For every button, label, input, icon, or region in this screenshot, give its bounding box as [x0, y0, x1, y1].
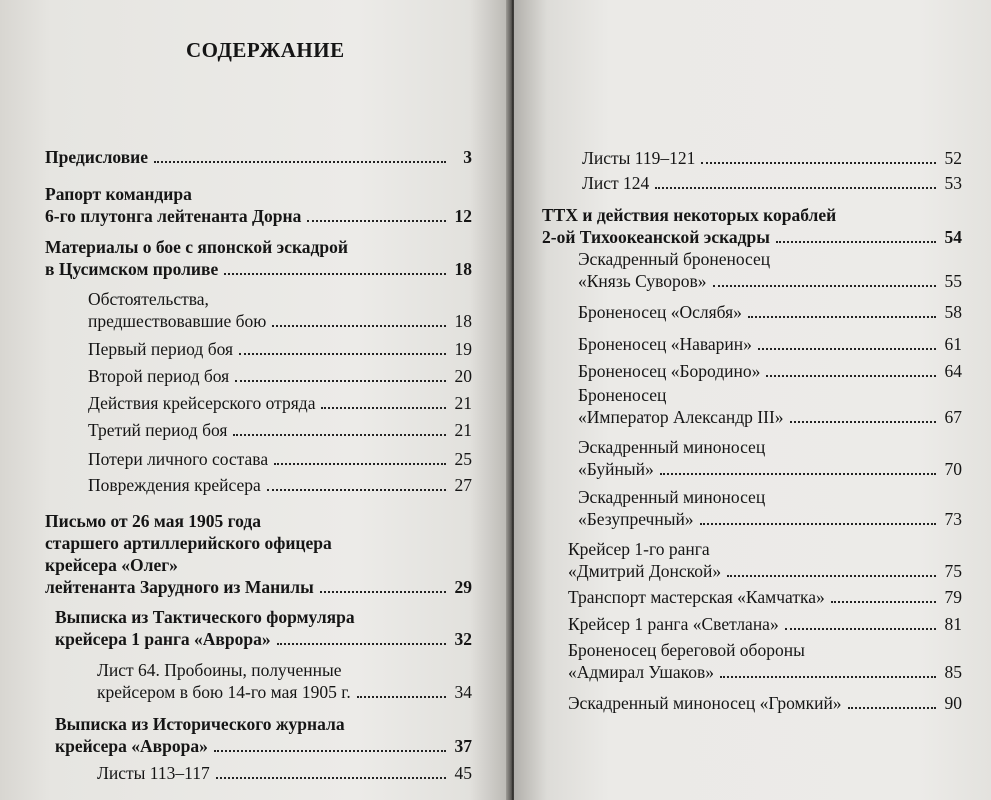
toc-page-number: 54 [944, 227, 962, 247]
toc-entry-line: Первый период боя [88, 339, 234, 359]
dot-leader [790, 421, 936, 423]
toc-entry [97, 659, 472, 703]
dot-leader [766, 375, 936, 377]
dot-leader [154, 161, 446, 163]
toc-entry [88, 419, 472, 441]
toc-entry-line: лейтенанта Зарудного из Манилы [45, 577, 314, 597]
toc-entry-line: предшествовавшие бою [88, 311, 267, 331]
toc-entry-line: ТТХ и действия некоторых кораблей [542, 205, 837, 225]
toc-entry-line: Эскадренный миноносец «Громкий» [568, 693, 842, 713]
contents-title: СОДЕРЖАНИЕ [186, 38, 345, 62]
toc-entry-line: крейсером в бою 14-го мая 1905 г. [97, 682, 351, 702]
toc-page-number: 34 [454, 682, 472, 702]
toc-page-number: 58 [944, 302, 962, 322]
toc-page-number: 79 [944, 587, 962, 607]
dot-leader [214, 750, 446, 752]
toc-entry-line: Потери личного состава [88, 449, 269, 469]
toc-entry [568, 639, 962, 683]
dot-leader [320, 591, 446, 593]
toc-page-number: 37 [454, 736, 472, 756]
toc-entry [582, 147, 962, 169]
toc-entry [88, 448, 472, 470]
dot-leader [277, 643, 446, 645]
toc-entry [542, 204, 962, 248]
toc-entry-line: Рапорт командира [45, 184, 192, 204]
toc-page-number: 21 [454, 393, 472, 413]
toc-page-number: 70 [944, 459, 962, 479]
toc-entry [88, 365, 472, 387]
toc-entry [55, 606, 472, 650]
toc-page-number: 81 [944, 614, 962, 634]
toc-page-number: 67 [944, 407, 962, 427]
dot-leader [357, 696, 446, 698]
toc-entry [578, 384, 962, 428]
toc-entry-line: Транспорт мастерская «Камчатка» [568, 587, 825, 607]
dot-leader [216, 777, 446, 779]
toc-entry-line: «Дмитрий Донской» [568, 561, 722, 581]
toc-entry [578, 301, 962, 323]
toc-page-number: 32 [454, 629, 472, 649]
toc-entry [578, 360, 962, 382]
toc-entry-line: крейсера «Олег» [45, 555, 178, 575]
toc-entry [88, 392, 472, 414]
toc-entry-line: 6-го плутонга лейтенанта Дорна [45, 206, 302, 226]
dot-leader [235, 380, 446, 382]
toc-entry-line: Броненосец «Ослябя» [578, 302, 742, 322]
dot-leader [720, 676, 936, 678]
toc-page-number: 73 [944, 509, 962, 529]
toc-entry [97, 762, 472, 784]
toc-entry-line: Лист 64. Пробоины, полученные [97, 660, 342, 680]
toc-entry [578, 486, 962, 530]
dot-leader [272, 325, 446, 327]
toc-page-number: 25 [454, 449, 472, 469]
dot-leader [776, 241, 936, 243]
dot-leader [224, 273, 446, 275]
dot-leader [748, 316, 936, 318]
toc-page-number: 21 [454, 420, 472, 440]
right-page [514, 0, 991, 800]
toc-page-number: 45 [454, 763, 472, 783]
toc-entry [568, 538, 962, 582]
dot-leader [831, 601, 936, 603]
toc-page-number: 27 [454, 475, 472, 495]
toc-page-number: 18 [454, 259, 472, 279]
toc-entry [568, 692, 962, 714]
toc-page-number: 85 [944, 662, 962, 682]
toc-entry [88, 474, 472, 496]
dot-leader [321, 407, 446, 409]
toc-page-number: 29 [454, 577, 472, 597]
toc-page-number: 75 [944, 561, 962, 581]
toc-entry [568, 613, 962, 635]
toc-entry [578, 248, 962, 292]
toc-page-number: 52 [944, 148, 962, 168]
dot-leader [727, 575, 936, 577]
toc-entry [45, 146, 472, 168]
toc-page-number: 20 [454, 366, 472, 386]
dot-leader [701, 162, 936, 164]
toc-entry-line: Эскадренный миноносец [578, 437, 766, 457]
toc-entry-line: Крейсер 1 ранга «Светлана» [568, 614, 779, 634]
toc-entry-line: Броненосец «Наварин» [578, 334, 752, 354]
toc-entry-line: Эскадренный миноносец [578, 487, 766, 507]
toc-page-number: 53 [944, 173, 962, 193]
toc-entry-line: 2-ой Тихоокеанской эскадры [542, 227, 770, 247]
toc-entry-line: Выписка из Тактического формуляра [55, 607, 355, 627]
toc-entry-line: старшего артиллерийского офицера [45, 533, 332, 553]
toc-entry-line: «Безупречный» [578, 509, 694, 529]
dot-leader [785, 628, 936, 630]
toc-entry [88, 338, 472, 360]
toc-entry-line: Броненосец береговой обороны [568, 640, 805, 660]
toc-entry-line: Материалы о бое с японской эскадрой [45, 237, 348, 257]
toc-entry-line: крейсера «Аврора» [55, 736, 208, 756]
toc-page-number: 19 [454, 339, 472, 359]
toc-entry [45, 236, 472, 280]
toc-entry-line: Лист 124 [582, 173, 650, 193]
toc-entry-line: Действия крейсерского отряда [88, 393, 316, 413]
toc-entry-line: Выписка из Исторического журнала [55, 714, 345, 734]
toc-entry-line: Листы 119–121 [582, 148, 696, 168]
toc-page-number: 55 [944, 271, 962, 291]
dot-leader [267, 489, 446, 491]
toc-entry-line: Крейсер 1-го ранга [568, 539, 710, 559]
dot-leader [233, 434, 446, 436]
dot-leader [239, 353, 446, 355]
toc-entry [45, 510, 472, 598]
toc-entry-line: Броненосец «Бородино» [578, 361, 761, 381]
toc-entry-line: Листы 113–117 [97, 763, 210, 783]
toc-entry-line: Эскадренный броненосец [578, 249, 771, 269]
toc-entry-line: Повреждения крейсера [88, 475, 261, 495]
dot-leader [700, 523, 936, 525]
dot-leader [307, 220, 446, 222]
toc-entry-line: Предисловие [45, 147, 149, 167]
toc-entry-line: Третий период боя [88, 420, 228, 440]
toc-entry [45, 183, 472, 227]
toc-entry-line: Второй период боя [88, 366, 230, 386]
dot-leader [713, 285, 937, 287]
toc-entry [578, 333, 962, 355]
toc-entry [568, 586, 962, 608]
toc-entry-line: крейсера 1 ранга «Аврора» [55, 629, 271, 649]
toc-entry-line: «Император Александр III» [578, 407, 784, 427]
toc-entry-line: Письмо от 26 мая 1905 года [45, 511, 262, 531]
toc-page-number: 3 [463, 147, 472, 167]
toc-page-number: 18 [454, 311, 472, 331]
toc-page-number: 61 [944, 334, 962, 354]
dot-leader [758, 348, 936, 350]
toc-entry [578, 436, 962, 480]
dot-leader [660, 473, 936, 475]
toc-entry-line: Обстоятельства, [88, 289, 209, 309]
toc-entry-line: в Цусимском проливе [45, 259, 219, 279]
toc-entry-line: «Князь Суворов» [578, 271, 707, 291]
toc-page-number: 64 [944, 361, 962, 381]
dot-leader [274, 463, 446, 465]
toc-page-number: 90 [944, 693, 962, 713]
toc-page-number: 12 [454, 206, 472, 226]
toc-entry-line: «Буйный» [578, 459, 654, 479]
dot-leader [848, 707, 936, 709]
toc-entry [88, 288, 472, 332]
dot-leader [655, 187, 936, 189]
toc-entry-line: Броненосец [578, 385, 667, 405]
toc-entry [55, 713, 472, 757]
toc-entry [582, 172, 962, 194]
toc-entry-line: «Адмирал Ушаков» [568, 662, 714, 682]
